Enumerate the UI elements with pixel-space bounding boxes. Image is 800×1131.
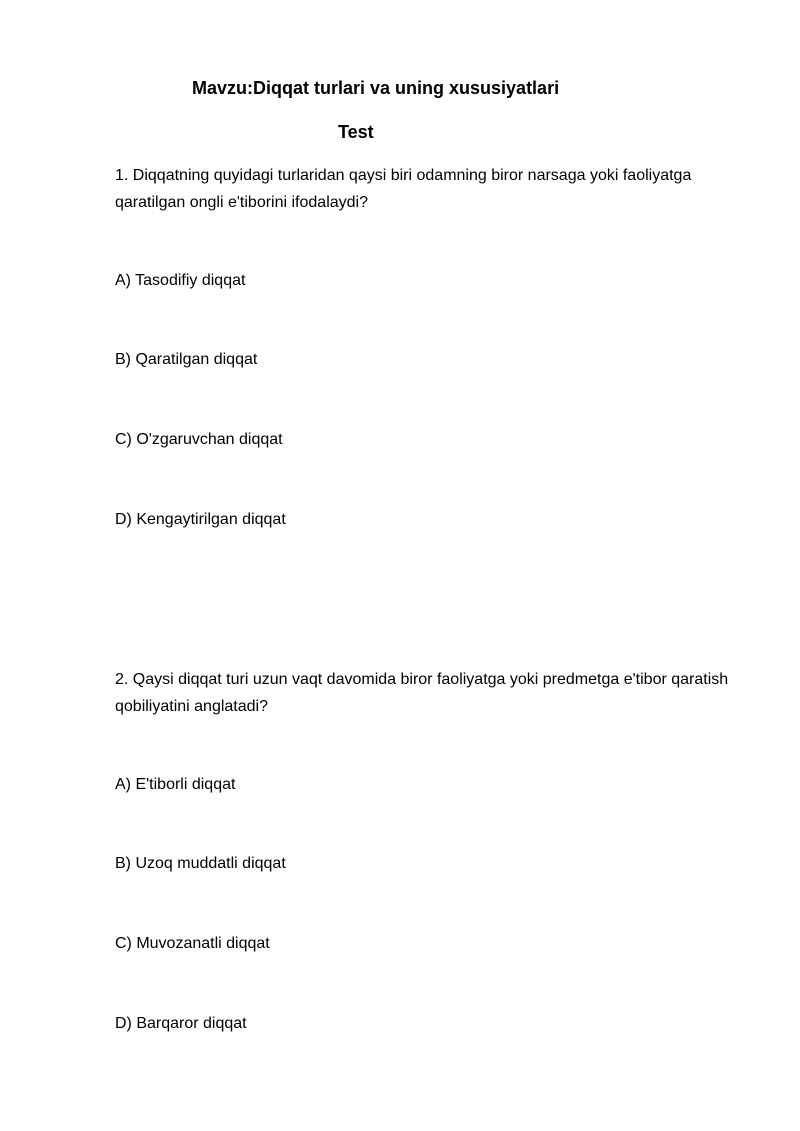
question-2-text: 2. Qaysi diqqat turi uzun vaqt davomida biror faoliyatga yoki predmetga e'tibor qaratish qobiliyatini anglatadi?: [115, 671, 729, 715]
question-1-option-c: C) O'zgaruvchan diqqat: [115, 431, 283, 448]
question-2-option-b: B) Uzoq muddatli diqqat: [115, 855, 286, 872]
question-1-option-b: B) Qaratilgan diqqat: [115, 351, 258, 368]
question-2-option-c: C) Muvozanatli diqqat: [115, 935, 270, 952]
question-2-option-a: A) E'tiborli diqqat: [115, 776, 236, 793]
document-title: Mavzu:Diqqat turlari va uning xususiyatlari: [192, 78, 560, 98]
question-1-option-a: A) Tasodifiy diqqat: [115, 272, 246, 289]
question-2-option-d: D) Barqaror diqqat: [115, 1015, 247, 1032]
document-subtitle: Test: [338, 122, 374, 142]
question-1-option-d: D) Kengaytirilgan diqqat: [115, 511, 286, 528]
question-1-text: 1. Diqqatning quyidagi turlaridan qaysi biri odamning biror narsaga yoki faoliyatga qaratilgan ongli e'tiborini ifodalaydi?: [115, 167, 692, 211]
